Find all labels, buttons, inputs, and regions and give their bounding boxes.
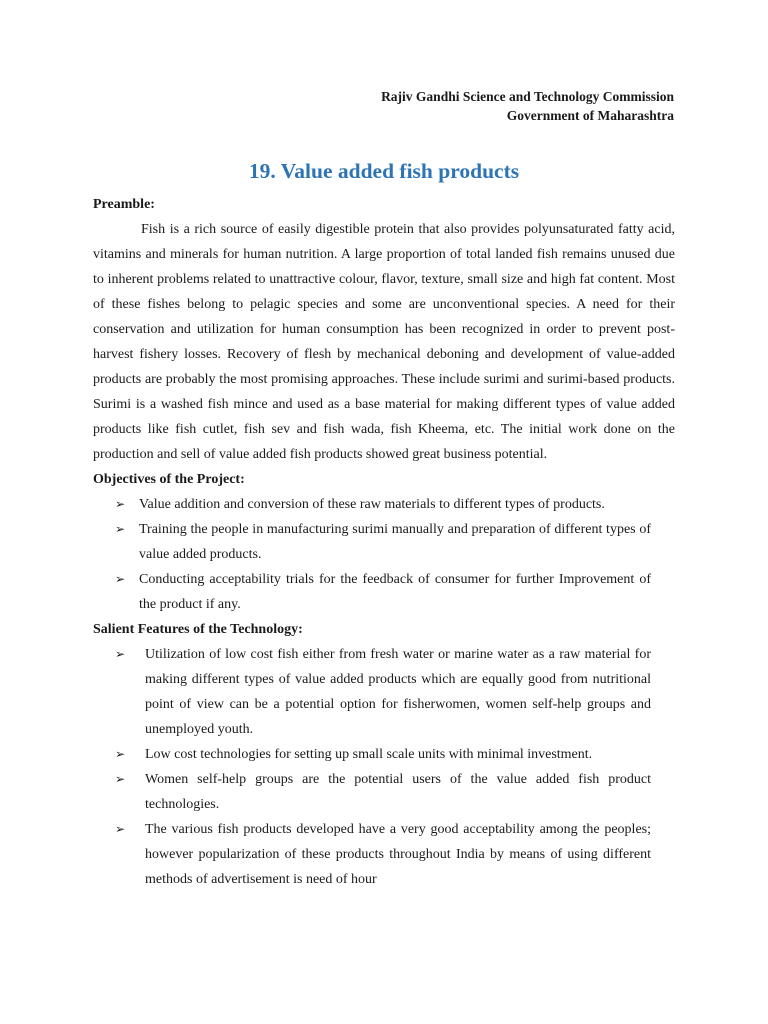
feature-text: Women self-help groups are the potential users of the value added fish product technologies. (145, 772, 651, 812)
preamble-paragraph: Fish is a rich source of easily digestible protein that also provides polyunsaturated fatty acid, vitamins and minerals for human nutrition. A large proportion of total landed fish remains unused due to inherent problems related to unattractive colour, flavor, texture, small size and high fat content. Most of these fishes belong to pelagic species and some are unconventional species. A need for their conservation and utilization for human consumption has been recognized in order to prevent post-harvest fishery losses. Recovery of flesh by mechanical deboning and development of value-added products are probably the most promising approaches. These include surimi and surimi-based products. Surimi is a washed fish mince and used as a base material for making different types of value added products like fish cutlet, fish sev and fish wada, fish Kheema, etc. The initial work done on the production and sell of value added fish products showed great business potential. (93, 222, 675, 462)
arrow-bullet-icon: ➢ (115, 747, 126, 761)
feature-item (93, 767, 675, 817)
features-list (93, 642, 675, 892)
arrow-bullet-icon: ➢ (115, 497, 126, 511)
feature-item (93, 817, 675, 892)
objective-item (93, 517, 675, 567)
objective-item (93, 567, 675, 617)
feature-text: Utilization of low cost fish either from fresh water or marine water as a raw material for making different types of value added products which are equally good from nutritional point of view can be a potential option for fisherwomen, women self-help groups and unemployed youth. (145, 647, 651, 737)
arrow-bullet-icon: ➢ (115, 572, 126, 586)
arrow-bullet-icon: ➢ (115, 522, 126, 536)
objective-text: Conducting acceptability trials for the feedback of consumer for further Improvement of the product if any. (139, 572, 651, 612)
objective-text: Training the people in manufacturing surimi manually and preparation of different types of value added products. (139, 522, 651, 562)
feature-item (93, 642, 675, 742)
features-heading: Salient Features of the Technology: (93, 622, 303, 637)
header-government: Government of Maharashtra (506, 108, 674, 123)
feature-text: Low cost technologies for setting up small scale units with minimal investment. (145, 747, 593, 762)
document-title: 19. Value added fish products (248, 159, 520, 183)
feature-text: The various fish products developed have a very good acceptability among the peoples; however popularization of these products throughout India by means of using different methods of advertisement is need of hour (145, 822, 651, 887)
objective-text: Value addition and conversion of these raw materials to different types of products. (139, 497, 605, 512)
page-header (381, 87, 674, 125)
header-commission: Rajiv Gandhi Science and Technology Commission (381, 89, 674, 104)
arrow-bullet-icon: ➢ (115, 772, 126, 786)
objectives-heading: Objectives of the Project: (93, 472, 245, 487)
feature-item (93, 742, 675, 767)
document-body (93, 192, 675, 892)
preamble-heading: Preamble: (93, 197, 155, 212)
objective-item (93, 492, 675, 517)
arrow-bullet-icon: ➢ (115, 822, 126, 836)
arrow-bullet-icon: ➢ (115, 647, 126, 661)
objectives-list (93, 492, 675, 617)
